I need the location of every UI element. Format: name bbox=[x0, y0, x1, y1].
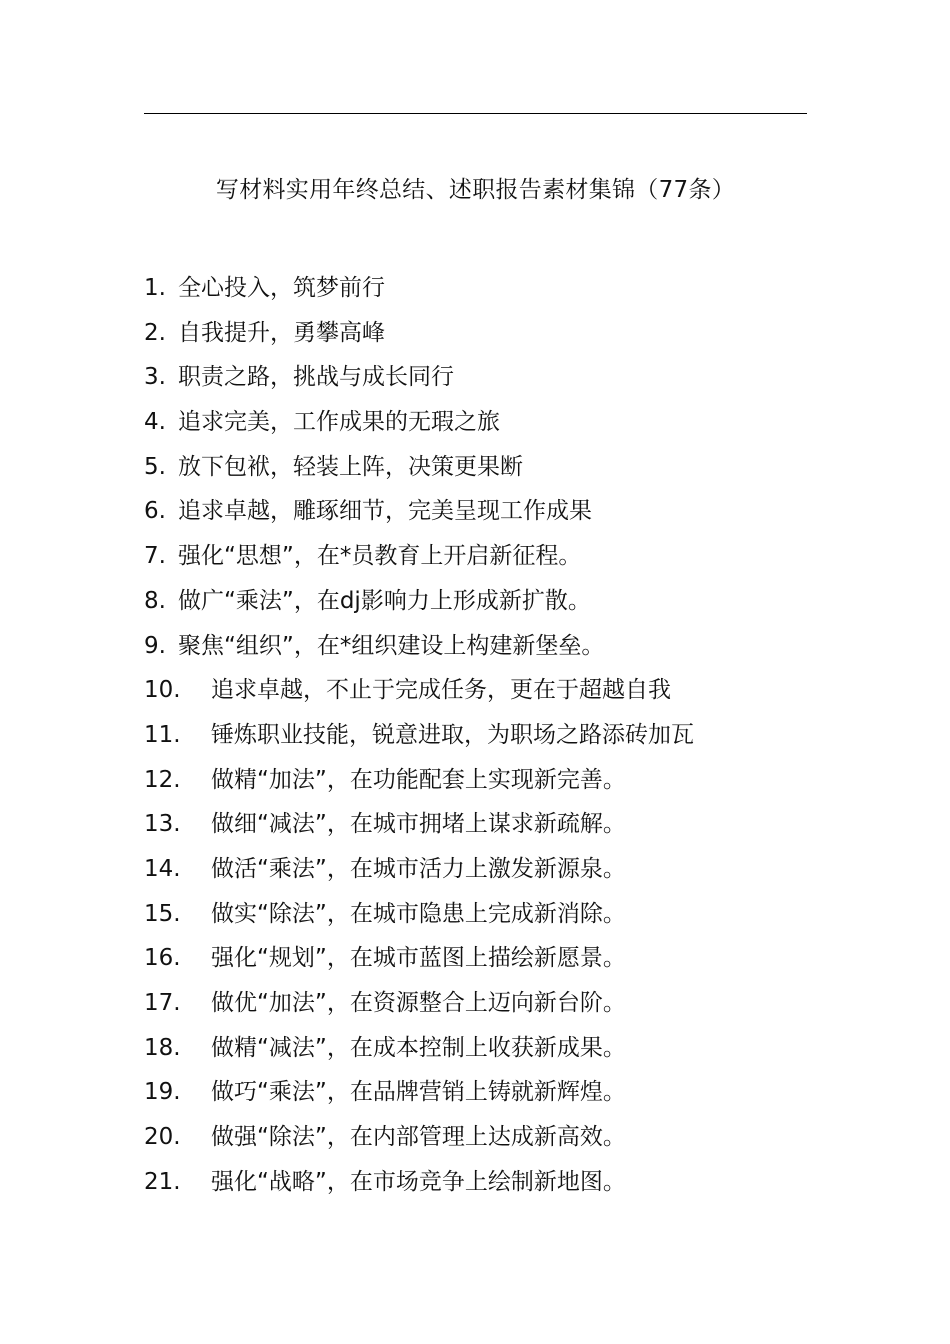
item-text: 做巧“乘法”，在品牌营销上铸就新辉煌。 bbox=[211, 1079, 626, 1106]
list-item bbox=[144, 806, 807, 851]
list-item bbox=[144, 717, 807, 762]
item-number: 8. bbox=[144, 587, 166, 614]
item-list bbox=[144, 270, 807, 1208]
item-text: 全心投入，筑梦前行 bbox=[178, 275, 385, 301]
item-text: 放下包袱，轻装上阵，决策更果断 bbox=[178, 453, 523, 480]
item-text: 做细“减法”，在城市拥堵上谋求新疏解。 bbox=[211, 811, 626, 838]
list-item bbox=[144, 1164, 807, 1209]
list-item bbox=[144, 404, 807, 449]
item-number: 15. bbox=[144, 900, 181, 927]
list-item bbox=[144, 315, 807, 360]
item-text: 做精“减法”，在成本控制上收获新成果。 bbox=[211, 1034, 626, 1061]
item-text: 追求完美，工作成果的无瑕之旅 bbox=[178, 409, 500, 436]
item-text: 做强“除法”，在内部管理上达成新高效。 bbox=[211, 1124, 626, 1151]
item-number: 7. bbox=[144, 543, 166, 570]
item-text: 做实“除法”，在城市隐患上完成新消除。 bbox=[211, 900, 626, 927]
item-number: 17. bbox=[144, 990, 181, 1016]
list-item bbox=[144, 896, 807, 941]
item-text: 聚焦“组织”，在*组织建设上构建新堡垒。 bbox=[178, 632, 605, 659]
item-text: 做活“乘法”，在城市活力上激发新源泉。 bbox=[211, 855, 626, 882]
list-item bbox=[144, 985, 807, 1030]
list-item bbox=[144, 1074, 807, 1119]
item-text: 强化“规划”，在城市蓝图上描绘新愿景。 bbox=[211, 945, 626, 972]
item-text: 强化“战略”，在市场竞争上绘制新地图。 bbox=[211, 1168, 626, 1195]
item-text: 锤炼职业技能，锐意进取，为职场之路添砖加瓦 bbox=[211, 721, 694, 748]
item-text: 做精“加法”，在功能配套上实现新完善。 bbox=[211, 766, 626, 793]
item-number: 20. bbox=[144, 1124, 181, 1151]
item-number: 13. bbox=[144, 811, 181, 838]
item-number: 1. bbox=[144, 275, 166, 301]
item-number: 10. bbox=[144, 677, 181, 704]
item-text: 追求卓越，不止于完成任务，更在于超越自我 bbox=[211, 677, 671, 704]
list-item bbox=[144, 1030, 807, 1075]
list-item bbox=[144, 449, 807, 494]
header-rule bbox=[144, 113, 807, 114]
list-item bbox=[144, 359, 807, 404]
item-number: 4. bbox=[144, 409, 166, 436]
item-number: 6. bbox=[144, 498, 166, 525]
list-item bbox=[144, 493, 807, 538]
list-item bbox=[144, 762, 807, 807]
item-number: 3. bbox=[144, 364, 166, 391]
item-number: 19. bbox=[144, 1079, 181, 1106]
item-number: 5. bbox=[144, 453, 166, 480]
item-text: 自我提升，勇攀高峰 bbox=[178, 319, 385, 346]
item-text: 强化“思想”，在*员教育上开启新征程。 bbox=[178, 543, 582, 570]
list-item bbox=[144, 270, 807, 315]
item-text: 做广“乘法”，在dj影响力上形成新扩散。 bbox=[178, 587, 591, 614]
item-number: 16. bbox=[144, 945, 181, 972]
item-number: 14. bbox=[144, 855, 181, 882]
item-text: 做优“加法”，在资源整合上迈向新台阶。 bbox=[211, 990, 626, 1016]
item-number: 11. bbox=[144, 721, 181, 748]
item-number: 18. bbox=[144, 1034, 181, 1061]
item-number: 9. bbox=[144, 632, 166, 659]
item-number: 2. bbox=[144, 319, 166, 346]
list-item bbox=[144, 583, 807, 628]
list-item bbox=[144, 538, 807, 583]
item-text: 职责之路，挑战与成长同行 bbox=[178, 364, 454, 391]
list-item bbox=[144, 940, 807, 985]
item-number: 21. bbox=[144, 1168, 181, 1195]
item-number: 12. bbox=[144, 766, 181, 793]
document-title: 写材料实用年终总结、述职报告素材集锦（77条） bbox=[215, 177, 736, 203]
list-item bbox=[144, 628, 807, 673]
list-item bbox=[144, 672, 807, 717]
list-item bbox=[144, 851, 807, 896]
list-item bbox=[144, 1119, 807, 1164]
item-text: 追求卓越，雕琢细节，完美呈现工作成果 bbox=[178, 498, 592, 525]
